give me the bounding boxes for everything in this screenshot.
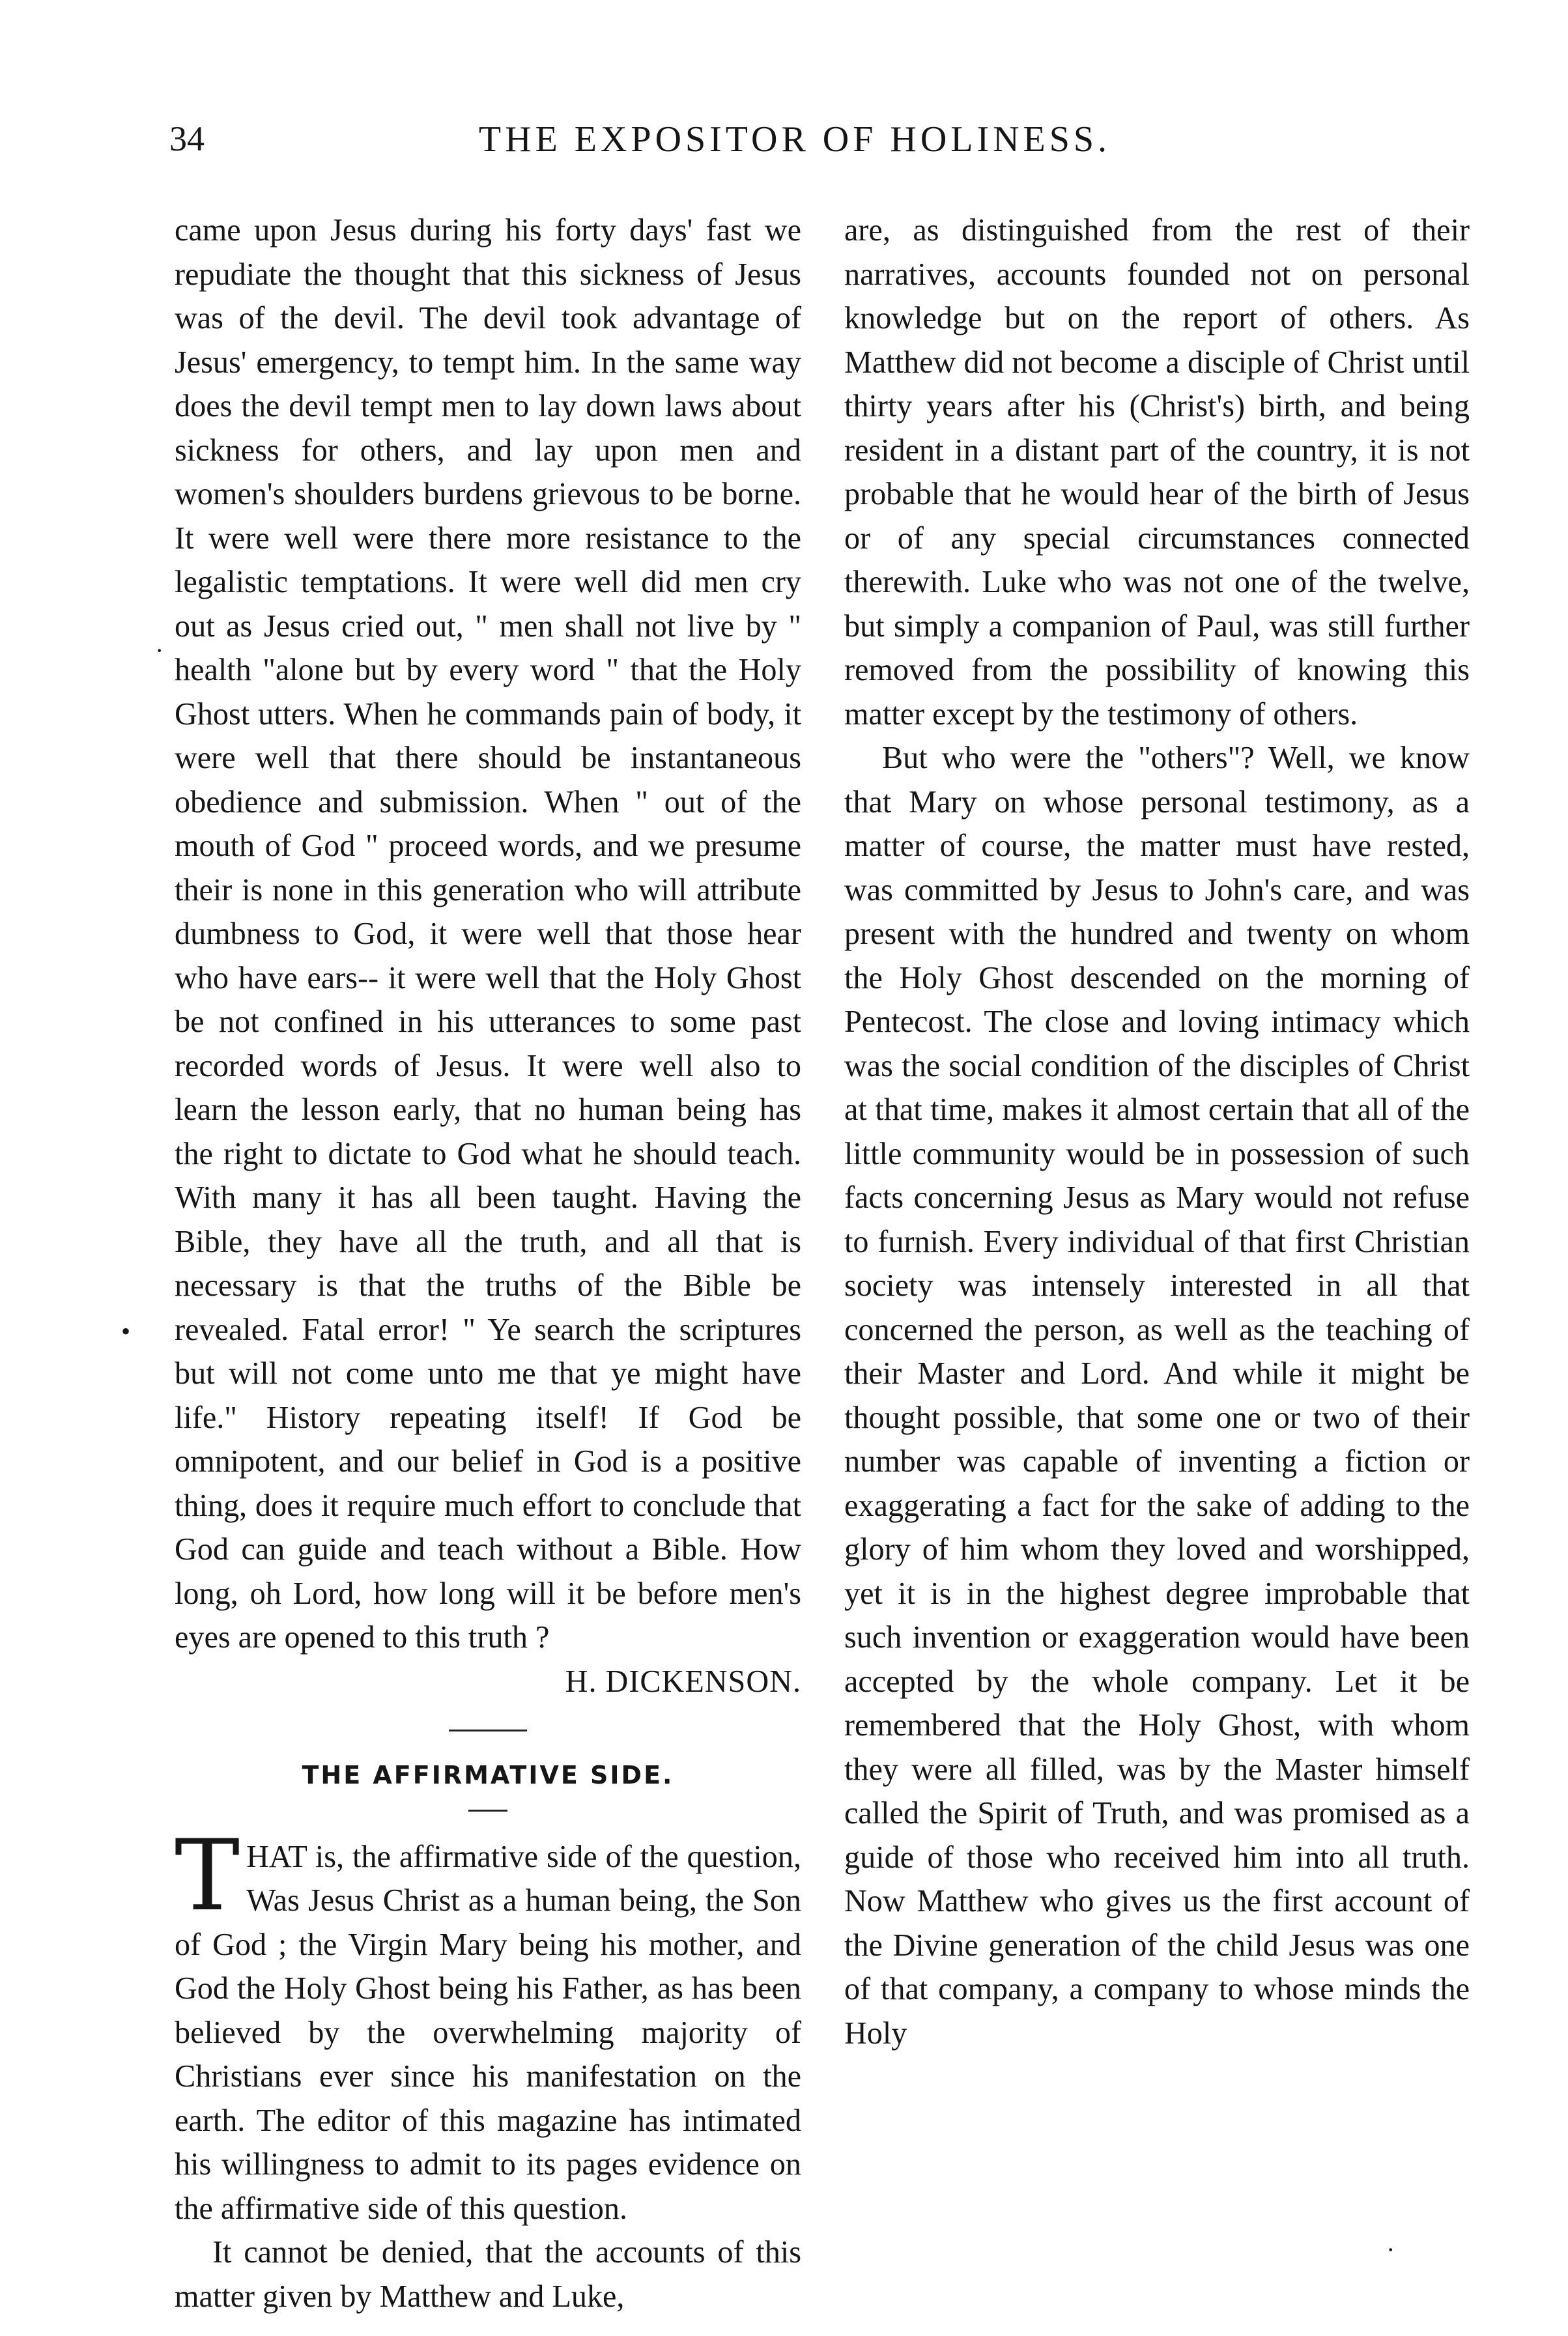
drop-cap: T xyxy=(175,1819,240,1933)
author-name: H. DICKENSON. xyxy=(565,1664,801,1699)
signature xyxy=(175,1660,801,1704)
margin-mark: · xyxy=(1386,2235,1395,2264)
paragraph-text: HAT is, the affirmative side of the question, Was Jesus Christ as a human being, the Son of God ; the Virgin Mary being his mother, and God the Holy Ghost being his Father, as has been believed by the overwhelming majority of Christians ever since his manifestation on the earth. The editor of this magazine has intimated his willingness to admit to its pages evidence on the affirmative side of this question. xyxy=(175,1839,801,2226)
paragraph: It cannot be denied, that the accounts of this matter given by Matthew and Luke, xyxy=(175,2235,801,2314)
page-header xyxy=(169,119,1420,171)
margin-mark: • xyxy=(121,1317,131,1346)
title-underline xyxy=(468,1810,507,1812)
left-column xyxy=(175,208,801,2318)
article-title: THE AFFIRMATIVE SIDE. xyxy=(302,1761,674,1789)
margin-mark: · xyxy=(155,636,164,665)
paragraph: came upon Jesus during his forty days' fast we repudiate the thought that this sickness of Jesus was of the devil. The devil took advantage of Jesus' emergency, to tempt him. In the same way does the devil tempt men to lay down laws about sickness for others, and lay upon men and women's shoulders burdens grievous to be borne. It were well were there more resistance to the legalistic temptations. It were well did men cry out as Jesus cried out, " men shall not live by " health "alone but by every word " that the Holy Ghost utters. When he commands pain of body, it were well that there should be instantaneous obedience and submission. When " out of the mouth of God " proceed words, and we presume their is none in this generation who will attribute dumbness to God, it were well that those hear who have ears-- it were well that the Holy Ghost be not confined in his utterances to some past recorded words of Jesus. It were well also to learn the lesson early, that no human being has the right to dictate to God what he should teach. With many it has all been taught. Having the Bible, they have all the truth, and all that is necessary is that the truths of the Bible be revealed. Fatal error! " Ye search the scriptures but will not come unto me that ye might have life." History repeating itself! If God be omnipotent, and our belief in God is a positive thing, does it require much effort to conclude that God can guide and teach without a Bible. How long, oh Lord, how long will it be before men's eyes are opened to this truth ? xyxy=(175,213,801,1655)
paragraph: But who were the "others"? Well, we know that Mary on whose personal testimony, as a matter of course, the matter must have rested, was committed by Jesus to John's care, and was present with the hundred and twenty on whom the Holy Ghost descended on the morning of Pentecost. The close and loving intimacy which was the social condition of the disciples of Christ at that time, makes it almost certain that all of the little community would be in possession of such facts concerning Jesus as Mary would not refuse to furnish. Every individual of that first Christian society was intensely interested in all that concerned the person, as well as the teaching of their Master and Lord. And while it might be thought possible, that some one or two of their number was capable of inventing a fiction or exaggerating a fact for the sake of adding to the glory of him whom they loved and worshipped, yet it is in the highest degree improbable that such invention or exaggeration would have been accepted by the whole company. Let it be remembered that the Holy Ghost, with whom they were all filled, was by the Master himself called the Spirit of Truth, and was promised as a guide of those who received him into all truth. Now Matthew who gives us the first account of the Divine generation of the child Jesus was one of that company, a company to whose minds the Holy xyxy=(844,741,1470,2051)
paragraph xyxy=(175,1819,801,2231)
page-number: 34 xyxy=(169,119,205,158)
running-head: THE EXPOSITOR OF HOLINESS. xyxy=(478,119,1111,160)
section-divider xyxy=(449,1730,527,1731)
paragraph: are, as distinguished from the rest of their narratives, accounts founded not on personal knowledge but on the report of others. As Matthew did not become a disciple of Christ until thirty years after his (Christ's) birth, and being resident in a distant part of the country, it is not probable that he would hear of the birth of Jesus or of any special circumstances connected therewith. Luke who was not one of the twelve, but simply a companion of Paul, was still further removed from the possibility of knowing this matter except by the testimony of others. xyxy=(844,213,1470,732)
right-column xyxy=(844,208,1470,2055)
